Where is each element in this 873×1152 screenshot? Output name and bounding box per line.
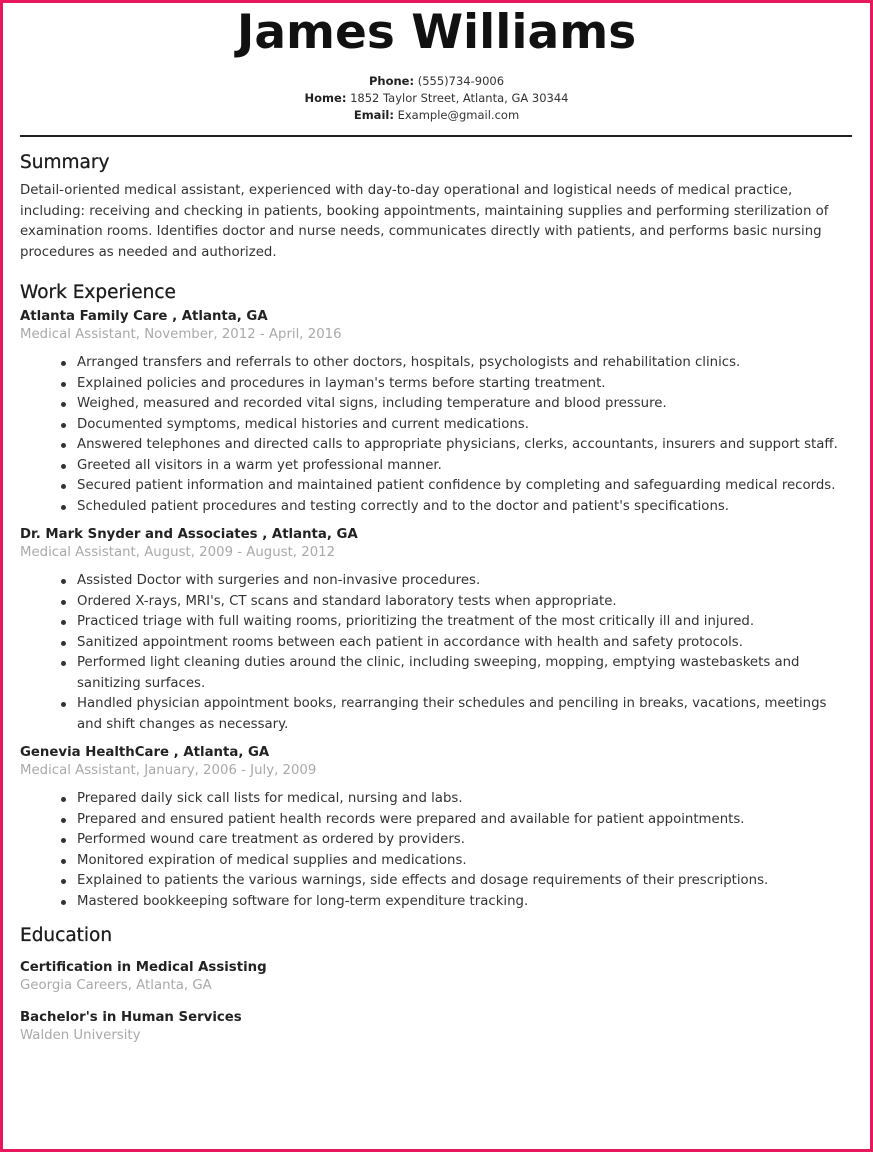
duty-item: Prepared and ensured patient health records were prepared and available for patient appointments.: [77, 810, 854, 831]
job-title-dates: Medical Assistant, November, 2012 - April, 2016: [20, 327, 342, 342]
duty-item: Sanitized appointment rooms between each patient in accordance with health and safety protocols.: [77, 633, 854, 654]
duty-item: Scheduled patient procedures and testing correctly and to the doctor and patient's specifications.: [77, 497, 854, 518]
duty-item: Greeted all visitors in a warm yet professional manner.: [77, 456, 854, 477]
duty-item: Answered telephones and directed calls to appropriate physicians, clerks, accountants, insurers and support staff.: [77, 435, 854, 456]
header-divider: [20, 135, 852, 137]
duty-list: [20, 571, 854, 735]
education-entry: [20, 959, 854, 995]
duty-item: Explained policies and procedures in layman's terms before starting treatment.: [77, 374, 854, 395]
work-experience-section: [20, 278, 854, 912]
summary-text: Detail-oriented medical assistant, experienced with day-to-day operational and logistical needs of medical practice, including: receiving and checking in patients, booking appointments, maintaining supplies and performing sterilization of examination rooms. Identifies doctor and nurse needs, communicates directly with patients, and performs basic nursing procedures as needed and authorized.: [20, 183, 829, 260]
phone-line: [3, 73, 870, 90]
education-list: [20, 959, 854, 1045]
duty-item: Explained to patients the various warnings, side effects and dosage requirements of their prescriptions.: [77, 871, 854, 892]
school-name: Georgia Careers, Atlanta, GA: [20, 978, 212, 993]
duty-item: Arranged transfers and referrals to other doctors, hospitals, psychologists and rehabilitation clinics.: [77, 353, 854, 374]
email-value: Example@gmail.com: [397, 108, 520, 122]
duty-item: Weighed, measured and recorded vital signs, including temperature and blood pressure.: [77, 394, 854, 415]
duty-item: Monitored expiration of medical supplies and medications.: [77, 851, 854, 872]
home-label: Home:: [304, 91, 347, 105]
duty-item: Assisted Doctor with surgeries and non-invasive procedures.: [77, 571, 854, 592]
email-line: [3, 107, 870, 124]
degree-name: Bachelor's in Human Services: [20, 1010, 242, 1025]
education-section: [20, 921, 854, 1045]
job-list: [20, 308, 854, 912]
phone-label: Phone:: [368, 74, 415, 88]
duty-item: Performed wound care treatment as ordered by providers.: [77, 830, 854, 851]
work-experience-heading: Work Experience: [20, 282, 176, 303]
home-value: 1852 Taylor Street, Atlanta, GA 30344: [350, 91, 569, 105]
duty-item: Practiced triage with full waiting rooms, prioritizing the treatment of the most critically ill and injured.: [77, 612, 854, 633]
duty-item: Secured patient information and maintained patient confidence by completing and safeguarding medical records.: [77, 476, 854, 497]
job-entry: [20, 526, 854, 735]
duty-item: Mastered bookkeeping software for long-term expenditure tracking.: [77, 892, 854, 913]
resume-content: [20, 148, 854, 1045]
employer-name: Genevia HealthCare , Atlanta, GA: [20, 745, 270, 760]
duty-item: Ordered X-rays, MRI's, CT scans and standard laboratory tests when appropriate.: [77, 592, 854, 613]
job-entry: [20, 308, 854, 517]
duty-list: [20, 789, 854, 912]
phone-value: (555)734-9006: [417, 74, 505, 88]
job-title-dates: Medical Assistant, January, 2006 - July, 2009: [20, 763, 317, 778]
degree-name: Certification in Medical Assisting: [20, 960, 267, 975]
education-heading: Education: [20, 925, 113, 946]
email-label: Email:: [353, 108, 394, 122]
candidate-name: James Williams: [236, 5, 637, 60]
duty-item: Prepared daily sick call lists for medical, nursing and labs.: [77, 789, 854, 810]
home-line: [3, 90, 870, 107]
contact-block: [3, 73, 870, 124]
employer-name: Atlanta Family Care , Atlanta, GA: [20, 309, 268, 324]
duty-item: Documented symptoms, medical histories and current medications.: [77, 415, 854, 436]
summary-section: [20, 148, 854, 263]
duty-item: Handled physician appointment books, rearranging their schedules and penciling in breaks, vacations, meetings and shift changes as necessary.: [77, 694, 854, 735]
duty-list: [20, 353, 854, 517]
employer-name: Dr. Mark Snyder and Associates , Atlanta, GA: [20, 527, 358, 542]
job-title-dates: Medical Assistant, August, 2009 - August, 2012: [20, 545, 336, 560]
school-name: Walden University: [20, 1028, 141, 1043]
job-entry: [20, 744, 854, 912]
education-entry: [20, 1009, 854, 1045]
duty-item: Performed light cleaning duties around the clinic, including sweeping, mopping, emptying wastebaskets and sanitizing surfaces.: [77, 653, 854, 694]
summary-heading: Summary: [20, 152, 110, 173]
